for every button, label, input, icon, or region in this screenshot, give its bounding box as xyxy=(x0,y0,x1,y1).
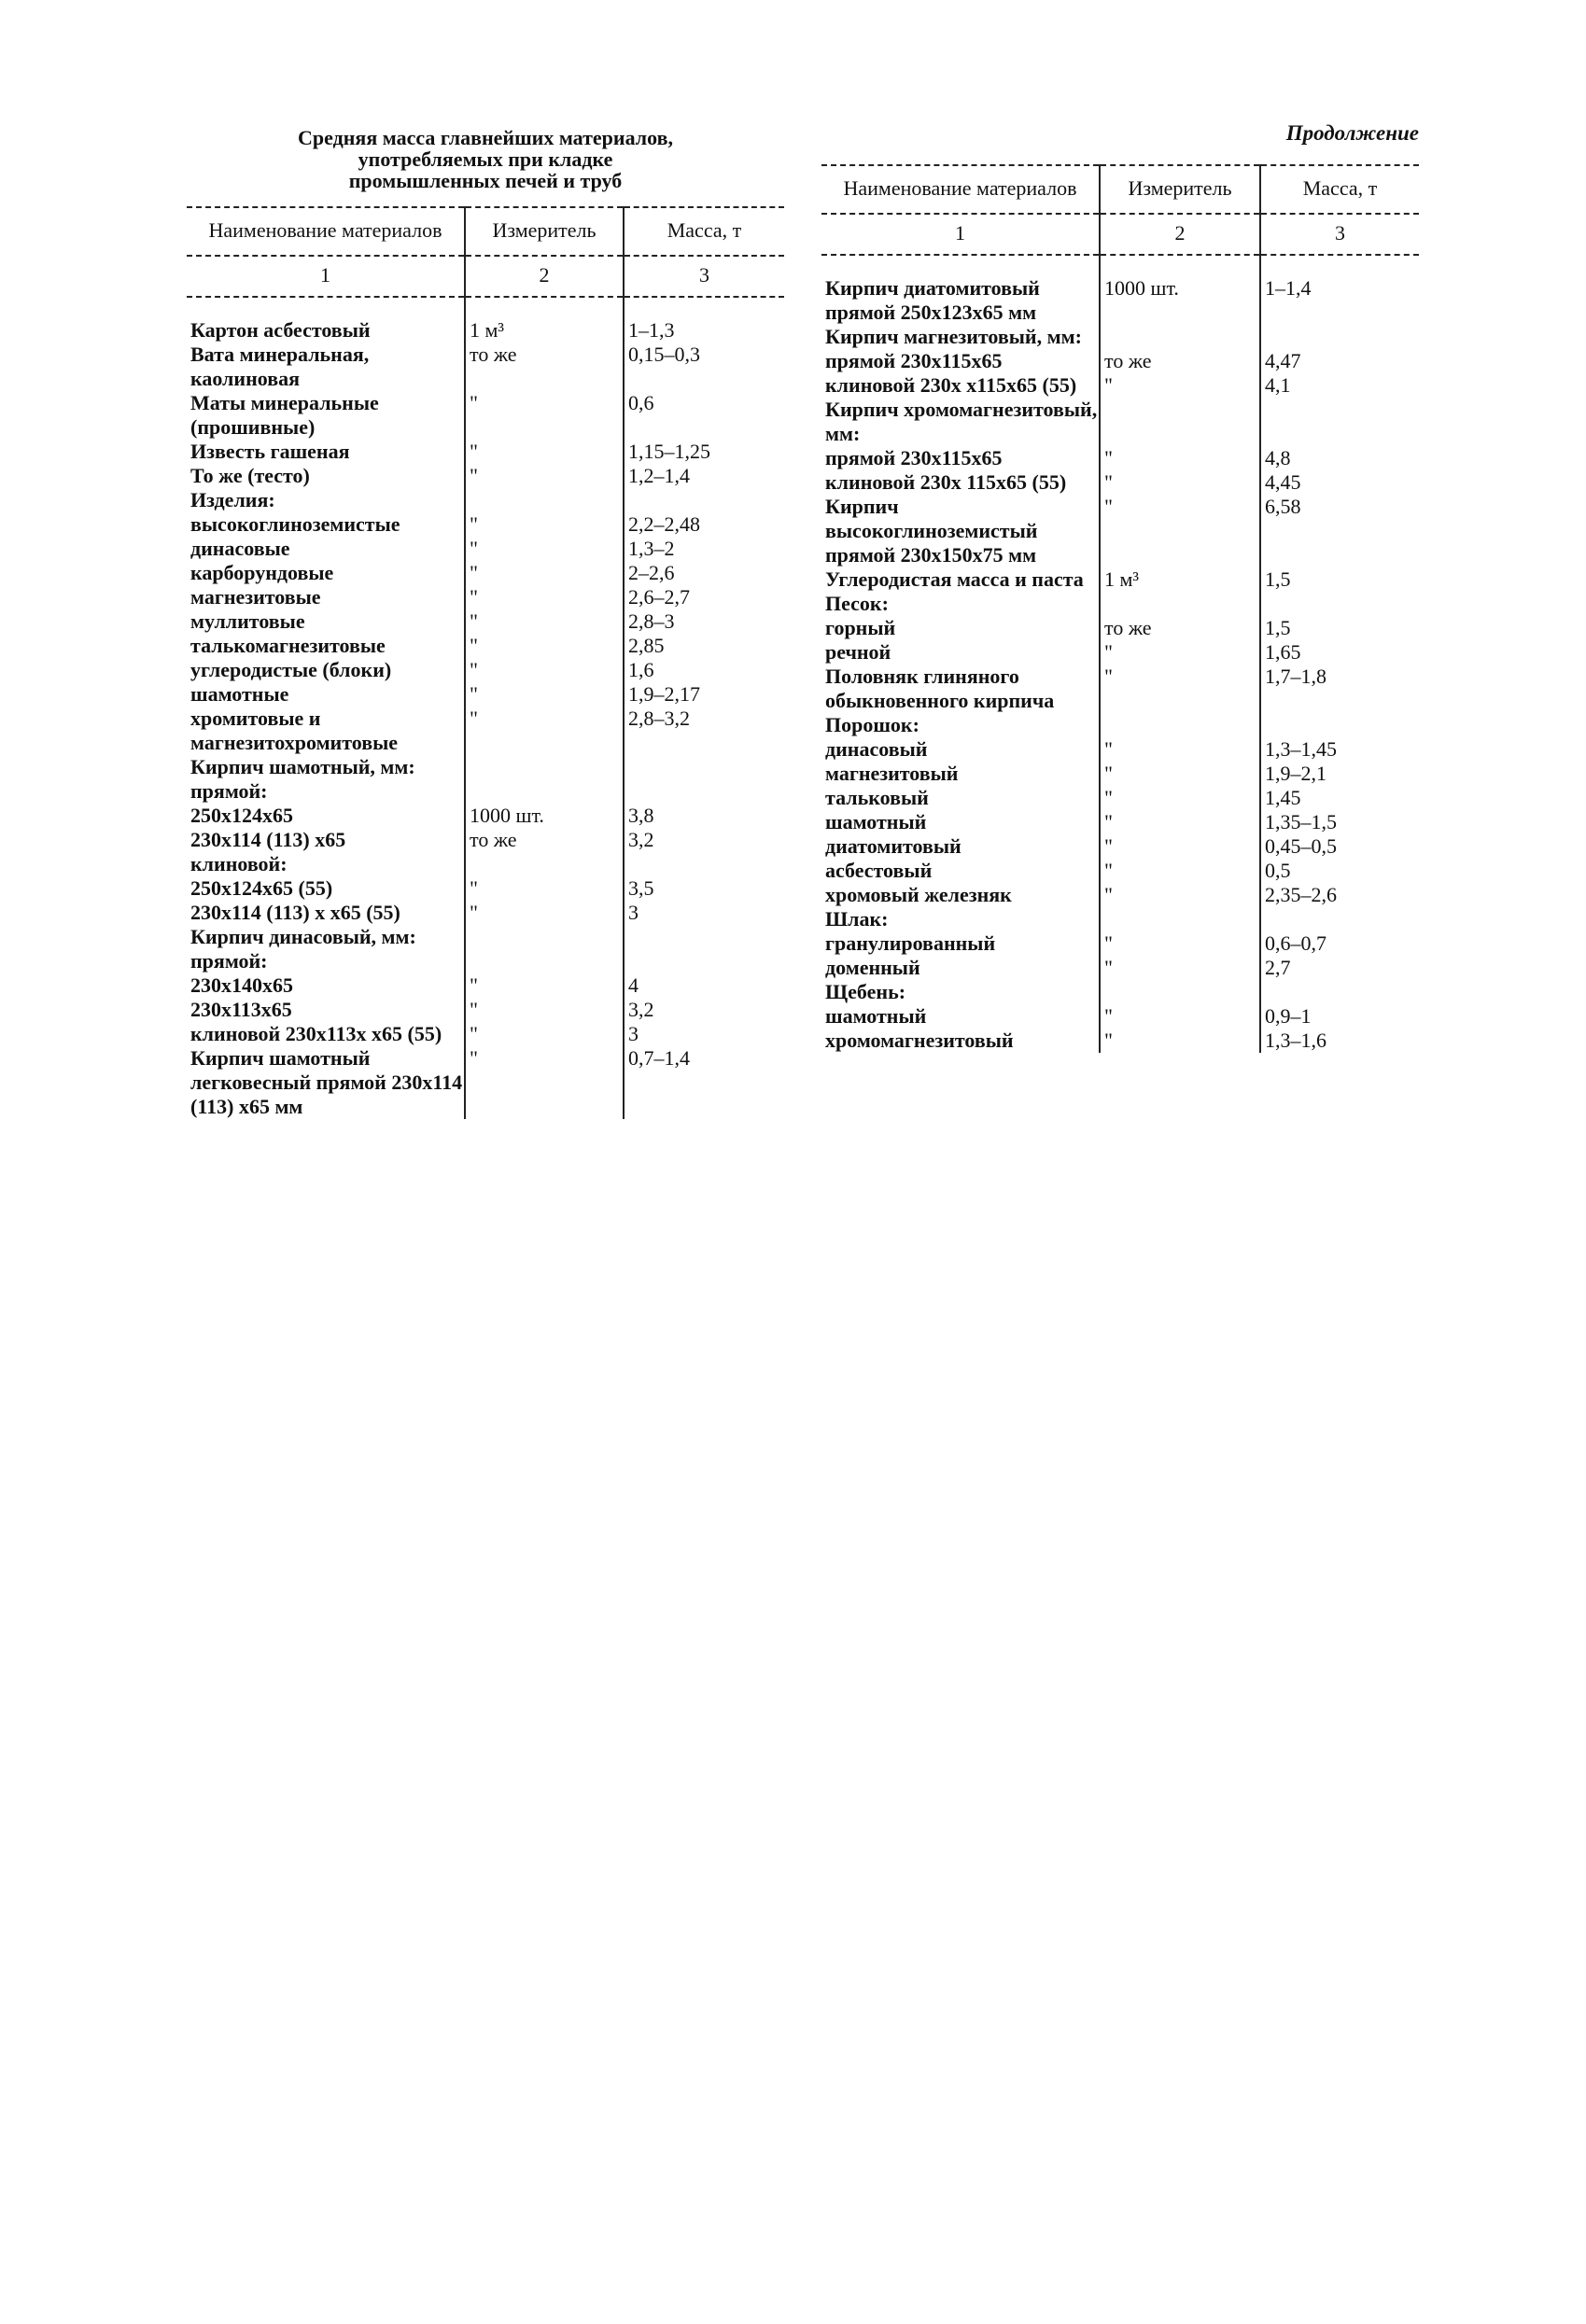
material-name: динасовый xyxy=(825,737,928,761)
table-row xyxy=(187,1046,784,1119)
material-unit: " xyxy=(465,682,624,707)
material-unit xyxy=(465,488,624,512)
right-column xyxy=(821,121,1419,1053)
material-unit: " xyxy=(1100,956,1260,980)
material-name: клиновой: xyxy=(190,852,288,875)
material-name: Кирпич высокоглиноземистый прямой 230x150x75 мм xyxy=(825,495,1038,567)
table-row xyxy=(187,464,784,488)
table-row xyxy=(187,488,784,512)
material-name: Углеродистая масса и паста xyxy=(825,567,1084,591)
materials-table-left xyxy=(187,206,784,1119)
material-mass: 1,3–2 xyxy=(624,537,784,561)
material-name: То же (тесто) xyxy=(190,464,310,487)
left-column xyxy=(187,127,793,1119)
material-mass: 1–1,3 xyxy=(624,318,784,343)
table-row xyxy=(187,634,784,658)
material-unit: 1000 шт. xyxy=(465,804,624,828)
material-mass: 6,58 xyxy=(1260,495,1419,567)
material-unit xyxy=(465,779,624,804)
material-unit: " xyxy=(465,876,624,901)
material-mass: 2,2–2,48 xyxy=(624,512,784,537)
table-row xyxy=(821,907,1419,931)
material-unit xyxy=(1100,398,1260,446)
material-unit: " xyxy=(1100,931,1260,956)
title-line: промышленных печей и труб xyxy=(348,169,623,192)
material-name: шамотный xyxy=(825,1004,927,1028)
material-name: Кирпич диатомитовый прямой 250x123x65 мм xyxy=(825,276,1040,324)
material-name: углеродистые (блоки) xyxy=(190,658,392,681)
material-name: Кирпич шамотный легковесный прямой 230x114 (113) x65 мм xyxy=(190,1046,463,1118)
material-mass: 1,5 xyxy=(1260,567,1419,592)
column-header: Измеритель xyxy=(465,207,624,256)
material-unit: " xyxy=(1100,1004,1260,1029)
material-unit: то же xyxy=(465,343,624,391)
column-number: 2 xyxy=(465,256,624,297)
material-unit: " xyxy=(465,1022,624,1046)
material-unit: " xyxy=(1100,665,1260,713)
material-unit: " xyxy=(465,973,624,998)
material-mass: 4,8 xyxy=(1260,446,1419,470)
material-mass: 0,5 xyxy=(1260,859,1419,883)
material-name: 230x113x65 xyxy=(190,998,292,1021)
table-title xyxy=(187,127,784,191)
material-mass: 1–1,4 xyxy=(1260,276,1419,325)
material-mass: 2,7 xyxy=(1260,956,1419,980)
material-unit: " xyxy=(465,537,624,561)
material-mass: 4,45 xyxy=(1260,470,1419,495)
table-row xyxy=(821,810,1419,834)
material-mass xyxy=(624,488,784,512)
table-row xyxy=(821,786,1419,810)
material-unit: 1 м³ xyxy=(465,318,624,343)
material-mass: 1,5 xyxy=(1260,616,1419,640)
material-name: хромомагнезитовый xyxy=(825,1029,1014,1052)
material-mass: 1,65 xyxy=(1260,640,1419,665)
material-name: карборундовые xyxy=(190,561,334,584)
material-mass: 0,6 xyxy=(624,391,784,440)
material-mass: 3 xyxy=(624,901,784,925)
table-row xyxy=(187,440,784,464)
table-row xyxy=(187,755,784,779)
material-name: хромитовые и магнезитохромитовые xyxy=(190,707,399,754)
table-row xyxy=(821,931,1419,956)
table-row xyxy=(187,828,784,852)
material-unit: то же xyxy=(1100,616,1260,640)
table-row xyxy=(821,737,1419,762)
continuation-label: Продолжение xyxy=(1285,121,1419,145)
material-mass xyxy=(624,852,784,876)
column-number: 1 xyxy=(187,256,465,297)
material-mass xyxy=(624,949,784,973)
material-unit: " xyxy=(1100,786,1260,810)
material-unit: " xyxy=(1100,762,1260,786)
material-name: Кирпич шамотный, мм: xyxy=(190,755,415,778)
material-unit: " xyxy=(465,585,624,609)
material-mass: 2,8–3 xyxy=(624,609,784,634)
table-row xyxy=(821,349,1419,373)
table-row xyxy=(187,682,784,707)
table-row xyxy=(187,1022,784,1046)
material-mass xyxy=(1260,980,1419,1004)
material-mass: 2,35–2,6 xyxy=(1260,883,1419,907)
table-row xyxy=(187,512,784,537)
material-unit: " xyxy=(465,512,624,537)
material-unit: " xyxy=(1100,495,1260,567)
material-mass: 0,45–0,5 xyxy=(1260,834,1419,859)
material-name: высокоглиноземистые xyxy=(190,512,400,536)
material-name: асбестовый xyxy=(825,859,933,882)
material-name: горный xyxy=(825,616,896,639)
material-mass xyxy=(1260,907,1419,931)
table-row xyxy=(821,276,1419,325)
material-unit: " xyxy=(1100,373,1260,398)
material-unit: " xyxy=(1100,859,1260,883)
material-mass xyxy=(1260,398,1419,446)
material-mass: 1,7–1,8 xyxy=(1260,665,1419,713)
material-name: шамотные xyxy=(190,682,289,706)
table-row xyxy=(821,980,1419,1004)
material-mass: 1,35–1,5 xyxy=(1260,810,1419,834)
material-unit: " xyxy=(465,561,624,585)
material-name: гранулированный xyxy=(825,931,996,955)
title-line: Средняя масса главнейших материалов, xyxy=(298,126,673,149)
material-mass: 3 xyxy=(624,1022,784,1046)
material-name: Шлак: xyxy=(825,907,889,931)
material-name: 230x140x65 xyxy=(190,973,293,997)
material-name: шамотный xyxy=(825,810,927,833)
material-unit: 1 м³ xyxy=(1100,567,1260,592)
material-name: Порошок: xyxy=(825,713,919,736)
material-mass: 2,85 xyxy=(624,634,784,658)
material-mass: 1,45 xyxy=(1260,786,1419,810)
material-unit: " xyxy=(465,1046,624,1119)
material-name: диатомитовый xyxy=(825,834,961,858)
table-row xyxy=(821,325,1419,349)
material-mass xyxy=(624,925,784,949)
material-name: Вата минеральная, каолиновая xyxy=(190,343,370,390)
material-mass: 1,2–1,4 xyxy=(624,464,784,488)
table-row xyxy=(187,707,784,755)
table-row xyxy=(187,318,784,343)
table-row xyxy=(187,876,784,901)
material-mass xyxy=(1260,592,1419,616)
material-name: хромовый железняк xyxy=(825,883,1012,906)
material-mass: 4 xyxy=(624,973,784,998)
material-unit: " xyxy=(465,609,624,634)
table-row xyxy=(187,901,784,925)
table-row xyxy=(821,592,1419,616)
material-mass xyxy=(1260,713,1419,737)
table-row xyxy=(187,561,784,585)
column-number: 3 xyxy=(624,256,784,297)
table-row xyxy=(821,398,1419,446)
material-name: 230x114 (113) x65 xyxy=(190,828,346,851)
material-unit: " xyxy=(1100,737,1260,762)
table-row xyxy=(821,640,1419,665)
materials-table-right xyxy=(821,164,1419,1053)
table-row xyxy=(821,834,1419,859)
table-row xyxy=(187,343,784,391)
material-name: 250x124x65 xyxy=(190,804,293,827)
material-unit xyxy=(1100,713,1260,737)
table-row xyxy=(187,585,784,609)
material-mass: 4,47 xyxy=(1260,349,1419,373)
column-header: Наименование материалов xyxy=(821,165,1100,214)
material-unit xyxy=(1100,325,1260,349)
material-name: динасовые xyxy=(190,537,290,560)
table-row xyxy=(821,1004,1419,1029)
material-unit: " xyxy=(465,440,624,464)
table-row xyxy=(187,537,784,561)
material-unit: " xyxy=(1100,640,1260,665)
material-unit xyxy=(465,852,624,876)
material-unit: " xyxy=(1100,834,1260,859)
material-unit: то же xyxy=(1100,349,1260,373)
column-header: Наименование материалов xyxy=(187,207,465,256)
material-mass: 1,9–2,1 xyxy=(1260,762,1419,786)
table-row xyxy=(821,470,1419,495)
material-mass: 3,2 xyxy=(624,998,784,1022)
table-row xyxy=(187,658,784,682)
material-name: 250x124x65 (55) xyxy=(190,876,333,900)
material-mass: 1,3–1,45 xyxy=(1260,737,1419,762)
material-name: Песок: xyxy=(825,592,889,615)
column-number: 2 xyxy=(1100,214,1260,255)
material-mass: 2–2,6 xyxy=(624,561,784,585)
material-mass: 1,3–1,6 xyxy=(1260,1029,1419,1053)
material-mass: 1,15–1,25 xyxy=(624,440,784,464)
material-unit: " xyxy=(465,707,624,755)
column-number: 3 xyxy=(1260,214,1419,255)
material-mass: 3,8 xyxy=(624,804,784,828)
material-name: Изделия: xyxy=(190,488,275,511)
table-row xyxy=(187,949,784,973)
material-unit: " xyxy=(465,634,624,658)
table-row xyxy=(821,373,1419,398)
material-name: прямой 230x115x65 xyxy=(825,349,1003,372)
material-name: Маты минеральные (прошивные) xyxy=(190,391,379,439)
material-name: магнезитовый xyxy=(825,762,959,785)
material-unit: " xyxy=(1100,883,1260,907)
material-unit: " xyxy=(465,901,624,925)
table-row xyxy=(187,973,784,998)
material-unit: " xyxy=(465,658,624,682)
material-unit: " xyxy=(465,464,624,488)
material-unit xyxy=(465,755,624,779)
column-header: Масса, т xyxy=(1260,165,1419,214)
material-mass: 3,5 xyxy=(624,876,784,901)
column-number: 1 xyxy=(821,214,1100,255)
material-name: муллитовые xyxy=(190,609,305,633)
title-line: употребляемых при кладке xyxy=(358,147,613,171)
material-mass: 3,2 xyxy=(624,828,784,852)
table-row xyxy=(187,609,784,634)
material-unit xyxy=(1100,980,1260,1004)
material-unit: " xyxy=(1100,810,1260,834)
table-row xyxy=(821,567,1419,592)
table-row xyxy=(821,956,1419,980)
material-unit: " xyxy=(1100,470,1260,495)
material-name: талькомагнезитовые xyxy=(190,634,386,657)
material-unit: " xyxy=(465,391,624,440)
material-name: Щебень: xyxy=(825,980,906,1003)
material-name: прямой: xyxy=(190,949,268,973)
material-mass: 2,6–2,7 xyxy=(624,585,784,609)
table-row xyxy=(187,925,784,949)
material-mass: 0,7–1,4 xyxy=(624,1046,784,1119)
table-row xyxy=(187,852,784,876)
column-header: Измеритель xyxy=(1100,165,1260,214)
material-name: 230x114 (113) x x65 (55) xyxy=(190,901,400,924)
material-name: клиновой 230x 115x65 (55) xyxy=(825,470,1067,494)
material-name: Кирпич динасовый, мм: xyxy=(190,925,416,948)
material-unit: то же xyxy=(465,828,624,852)
material-unit: 1000 шт. xyxy=(1100,276,1260,325)
material-unit xyxy=(465,949,624,973)
material-mass: 1,6 xyxy=(624,658,784,682)
material-unit: " xyxy=(1100,446,1260,470)
material-name: Кирпич магнезитовый, мм: xyxy=(825,325,1082,348)
table-row xyxy=(187,779,784,804)
material-mass: 2,8–3,2 xyxy=(624,707,784,755)
material-mass: 1,9–2,17 xyxy=(624,682,784,707)
table-row xyxy=(821,883,1419,907)
material-mass: 4,1 xyxy=(1260,373,1419,398)
material-unit: " xyxy=(1100,1029,1260,1053)
table-row xyxy=(821,616,1419,640)
material-unit xyxy=(1100,592,1260,616)
material-name: Известь гашеная xyxy=(190,440,350,463)
material-name: Половняк глиняного обыкновенного кирпича xyxy=(825,665,1055,712)
material-unit xyxy=(1100,907,1260,931)
table-row xyxy=(821,713,1419,737)
material-mass: 0,15–0,3 xyxy=(624,343,784,391)
material-name: Кирпич хромомагнезитовый, мм: xyxy=(825,398,1098,445)
table-row xyxy=(187,804,784,828)
material-name: клиновой 230x x115x65 (55) xyxy=(825,373,1077,397)
material-name: речной xyxy=(825,640,891,664)
material-name: магнезитовые xyxy=(190,585,321,609)
table-row xyxy=(821,859,1419,883)
material-name: тальковый xyxy=(825,786,929,809)
table-row xyxy=(821,665,1419,713)
table-row xyxy=(821,762,1419,786)
table-row xyxy=(821,495,1419,567)
material-mass: 0,6–0,7 xyxy=(1260,931,1419,956)
table-row xyxy=(821,446,1419,470)
material-unit: " xyxy=(465,998,624,1022)
table-row xyxy=(187,391,784,440)
material-unit xyxy=(465,925,624,949)
table-row xyxy=(821,1029,1419,1053)
material-mass xyxy=(624,755,784,779)
material-name: прямой: xyxy=(190,779,268,803)
material-name: клиновой 230x113x x65 (55) xyxy=(190,1022,442,1045)
material-name: Картон асбестовый xyxy=(190,318,371,342)
table-row xyxy=(187,998,784,1022)
material-name: прямой 230x115x65 xyxy=(825,446,1003,469)
material-mass xyxy=(624,779,784,804)
material-name: доменный xyxy=(825,956,920,979)
column-header: Масса, т xyxy=(624,207,784,256)
material-mass: 0,9–1 xyxy=(1260,1004,1419,1029)
material-mass xyxy=(1260,325,1419,349)
